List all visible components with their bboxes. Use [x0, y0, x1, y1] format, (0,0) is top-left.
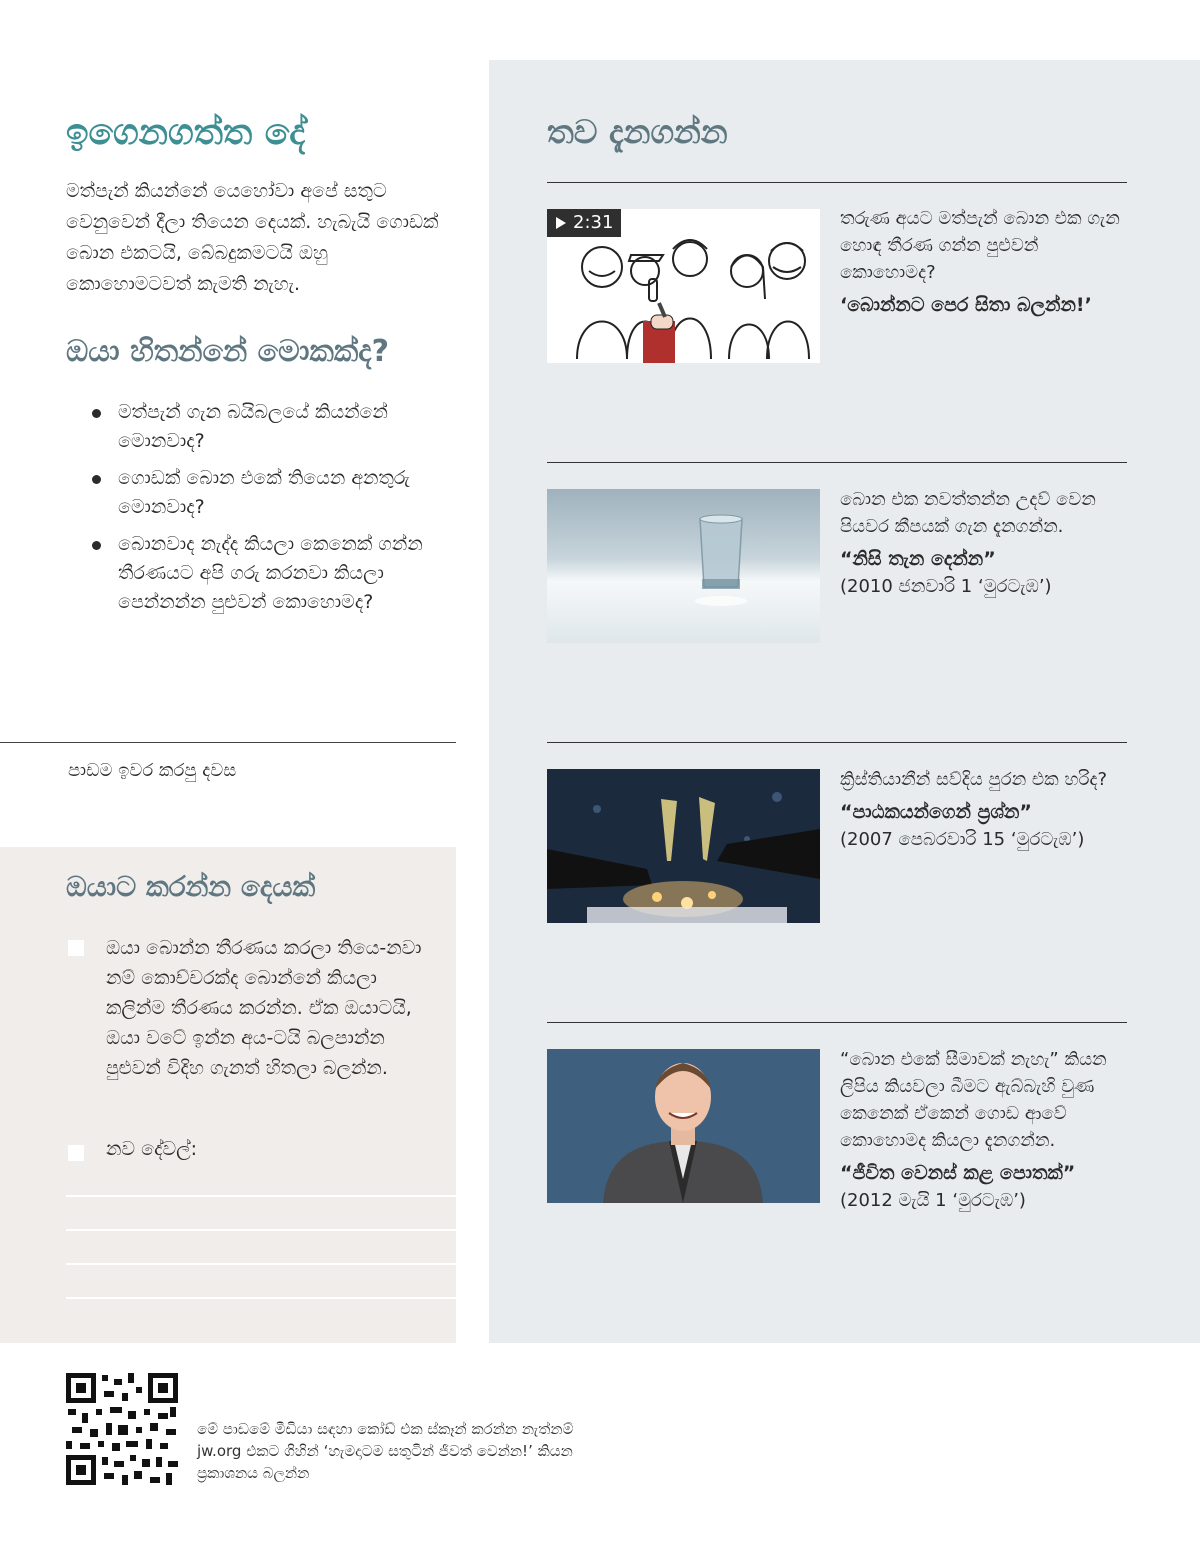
resource-description: “බොන එකේ සීමාවක් නැහැ” කියන ලිපිය කියවලා බීමට ඇබ්බැහි වුණ කෙනෙක් ඒකෙන් ගොඩ ආවේ කොහොමද කියලා දැනගන්න. — [840, 1049, 1107, 1151]
checkbox[interactable] — [68, 940, 84, 956]
upside-down-glass — [547, 489, 820, 643]
question-item: මත්පැන් ගැන බයිබලයේ කියන්නේ මොනවාද? — [90, 398, 450, 456]
item-divider — [547, 462, 1127, 463]
resource-description: බොන එක නවත්තන්න උදව් වෙන පියවර කීපයක් ගැන දැනගන්න. — [840, 489, 1096, 537]
try-box — [0, 847, 456, 1343]
checkbox[interactable] — [68, 1145, 84, 1161]
resource-title-link[interactable]: “පාඨකයන්ගෙන් ප්‍රශ්න” — [840, 801, 1032, 823]
resource-description: ක්‍රිස්තියානීන් සව්දිය පුරන එක හරිද? — [840, 769, 1108, 790]
writing-line[interactable] — [66, 1263, 456, 1265]
discover-title: තව දැනගන්න — [547, 112, 728, 151]
qr-code-icon[interactable] — [66, 1373, 178, 1485]
completed-divider — [0, 742, 456, 743]
bullet-icon — [92, 475, 101, 484]
play-icon — [556, 217, 566, 229]
champagne-toast — [547, 769, 820, 923]
resource-item — [840, 205, 1130, 319]
resource-description: තරුණ අයට මත්පැන් බොන එක ගැන හොඳ තීරණ ගන්න පුළුවන් කොහොමද? — [840, 208, 1120, 283]
question-item: බොනවාද නැද්ද කියලා කෙනෙක් ගන්න තීරණයට අපි ගරු කරනවා කියලා පෙන්නන්න පුළුවන් කොහොමද? — [90, 530, 450, 617]
learned-title: ඉගෙනගත්ත දේ — [66, 112, 306, 153]
lesson-summary: මත්පැන් කියන්නේ යෙහෝවා අපේ සතුට වෙනුවෙන් දීලා තියෙන දෙයක්. හැබැයි ගොඩක් බොන එකටයි, බේබදුකමටයි ඔහු කොහොමටවත් කැමති නැහැ. — [66, 180, 439, 295]
try-title: ඔයාට කරන්න දෙයක් — [66, 870, 316, 903]
resource-title-link[interactable]: “ජීවිත වෙනස් කළ පොතක්” — [840, 1162, 1076, 1184]
item-divider — [547, 1022, 1127, 1023]
question-item: ගොඩක් බොන එකේ තියෙන අනතුරු මොනවාද? — [90, 464, 450, 522]
resource-source: (2010 ජනවාරි 1 ‘මුරටැඹ’) — [840, 576, 1052, 597]
resource-source: (2012 මැයි 1 ‘මුරටැඹ’) — [840, 1190, 1026, 1211]
completed-date-label: පාඩම ඉවර කරපු දවස — [68, 760, 237, 781]
item-divider — [547, 742, 1127, 743]
footer-note: මේ පාඩමේ මීඩියා සඳහා කෝඩ් එක ස්කෑන් කරන්න නැත්නම් jw.org එකට ගිහින් ‘හැමදාටම සතුටින් ජීවත් වෙන්න!’ කියන ප්‍රකාශනය බලන්න — [197, 1420, 574, 1482]
glass-image[interactable] — [547, 489, 820, 643]
think-title: ඔයා හිතන්නේ මොකක්ද? — [66, 334, 389, 369]
resource-title-link[interactable]: “නිසි තැන දෙන්න” — [840, 548, 996, 570]
writing-line[interactable] — [66, 1297, 456, 1299]
bullet-icon — [92, 409, 101, 418]
toast-image[interactable] — [547, 769, 820, 923]
try-text: ඔයා බොන්න තීරණය කරලා තියෙ-නවා නම් කොච්චරක්ද බොන්නේ කියලා කලින්ම තීරණය කරන්න. ඒක ඔයාටයි, ඔයා වටේ ඉන්න අය-ටයි බලපාන්න පුළුවන් විදිහ ගැනත් හිතලා බලන්න. — [106, 937, 422, 1079]
writing-line[interactable] — [66, 1229, 456, 1231]
new-things-label: නව දේවල්: — [106, 1138, 198, 1160]
question-list — [90, 398, 450, 625]
resource-source: (2007 පෙබරවාරි 15 ‘මුරටැඹ’) — [840, 829, 1085, 850]
resource-item — [840, 486, 1130, 600]
resource-item — [840, 1046, 1130, 1214]
video-duration-badge: 2:31 — [547, 209, 621, 237]
resource-title-link[interactable]: ‘බොන්නට පෙර සිතා බලන්න!’ — [840, 294, 1092, 316]
item-divider — [547, 182, 1127, 183]
writing-line[interactable] — [66, 1195, 456, 1197]
resource-item — [840, 766, 1130, 853]
bullet-icon — [92, 541, 101, 550]
portrait-image[interactable] — [547, 1049, 820, 1203]
man-portrait — [547, 1049, 820, 1203]
